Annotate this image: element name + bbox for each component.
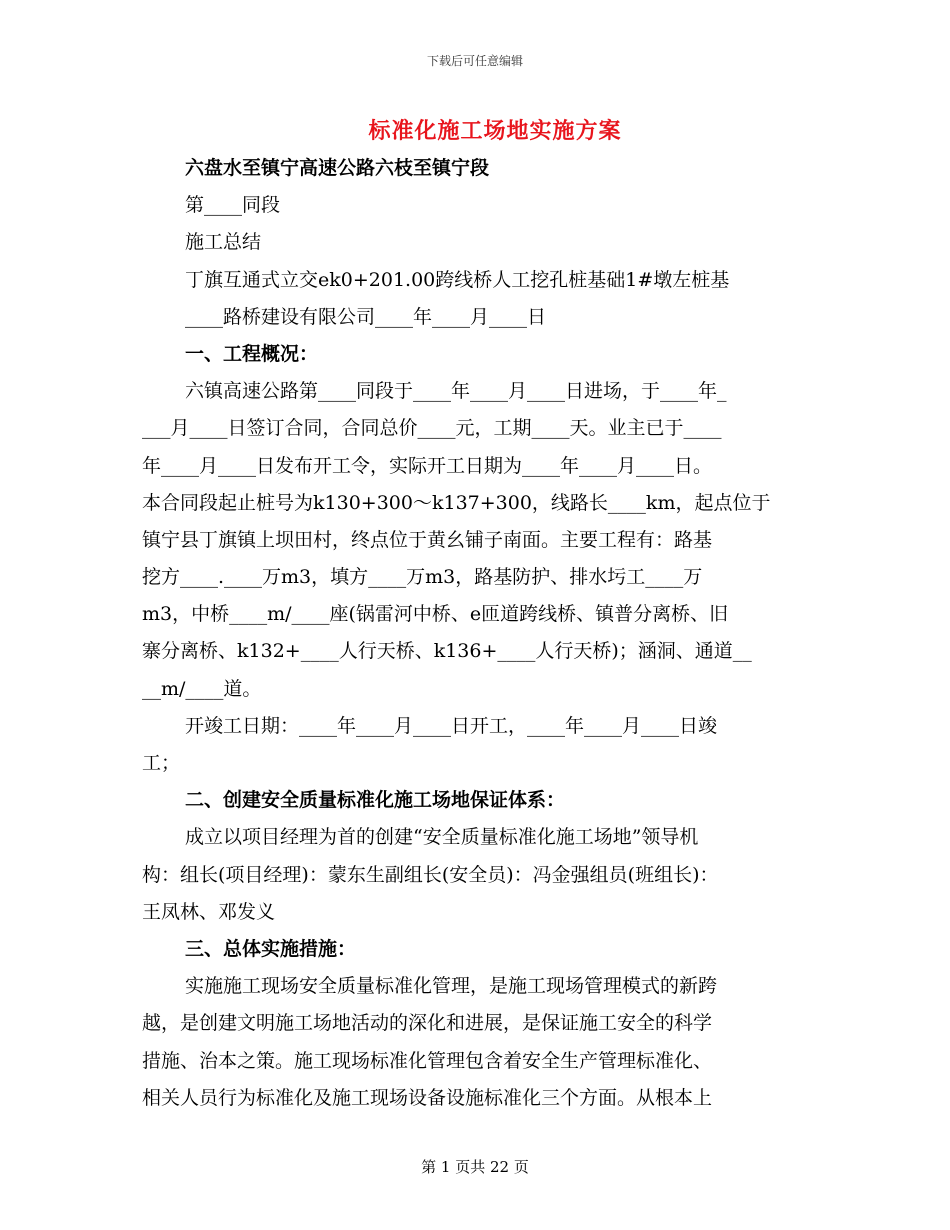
paragraph-line: 相关人员行为标准化及施工现场设备设施标准化三个方面。从根本上	[142, 1086, 713, 1109]
paragraph-line: 六镇高速公路第____同段于____年____月____日进场，于____年_	[185, 380, 727, 403]
section-2-heading: 二、创建安全质量标准化施工场地保证体系：	[185, 789, 566, 812]
page-number: 第 1 页共 22 页	[421, 1158, 529, 1176]
paragraph-line: 本合同段起止桩号为k130+300～k137+300，线路长____km，起点位于	[142, 491, 771, 514]
section-1-paragraph-2	[142, 708, 808, 782]
section-1-paragraph-1	[142, 373, 808, 708]
section-2-paragraph	[142, 819, 808, 931]
paragraph-line: 成立以项目经理为首的创建“安全质量标准化施工场地”领导机	[185, 826, 699, 849]
paragraph-line: 实施施工现场安全质量标准化管理，是施工现场管理模式的新跨	[185, 975, 718, 998]
document-title: 标准化施工场地实施方案	[368, 118, 622, 144]
paragraph-line: ___月____日签订合同，合同总价____元，工期____天。业主已于____	[142, 417, 722, 440]
paragraph-line: 措施、治本之策。施工现场标准化管理包含着安全生产管理标准化、	[142, 1049, 713, 1072]
paragraph-line: 挖方____.____万m3，填方____万m3，路基防护、排水圬工____万	[142, 566, 703, 589]
paragraph-line: m3，中桥____m/____座(锅雷河中桥、e匝道跨线桥、镇普分离桥、旧	[142, 603, 729, 626]
paragraph-line: 构：组长(项目经理)：蒙东生副组长(安全员)：冯金强组员(班组长)：	[142, 863, 719, 886]
paragraph-line: 开竣工日期：____年____月____日开工，____年____月____日竣	[185, 714, 718, 737]
paragraph-line: 寨分离桥、k132+____人行天桥、k136+____人行天桥)；涵洞、通道__	[142, 640, 752, 663]
paragraph-line: 越，是创建文明施工场地活动的深化和进展，是保证施工安全的科学	[142, 1012, 713, 1035]
paragraph-line: 王凤林、邓发义	[142, 900, 276, 923]
paragraph-line: 镇宁县丁旗镇上坝田村，终点位于黄幺铺子南面。主要工程有：路基	[142, 528, 713, 551]
paragraph-line: __m/____道。	[142, 677, 262, 700]
section-3-heading: 三、总体实施措施：	[185, 937, 357, 960]
section-number: 第____同段	[185, 194, 281, 217]
project-name: 六盘水至镇宁高速公路六枝至镇宁段	[185, 157, 490, 179]
work-item: 丁旗互通式立交ek0+201.00跨线桥人工挖孔桩基础1#墩左桩基	[185, 268, 730, 291]
paragraph-line: 工；	[142, 752, 181, 774]
paragraph-line: 年____月____日发布开工令，实际开工日期为____年____月____日。	[142, 454, 713, 477]
document-type: 施工总结	[185, 231, 262, 254]
section-3-paragraph	[142, 968, 808, 1117]
page-header-note: 下载后可任意编辑	[426, 54, 523, 68]
document-body	[142, 150, 808, 1117]
section-1-heading: 一、工程概况：	[185, 342, 319, 365]
company-date: ____路桥建设有限公司____年____月____日	[185, 305, 547, 328]
